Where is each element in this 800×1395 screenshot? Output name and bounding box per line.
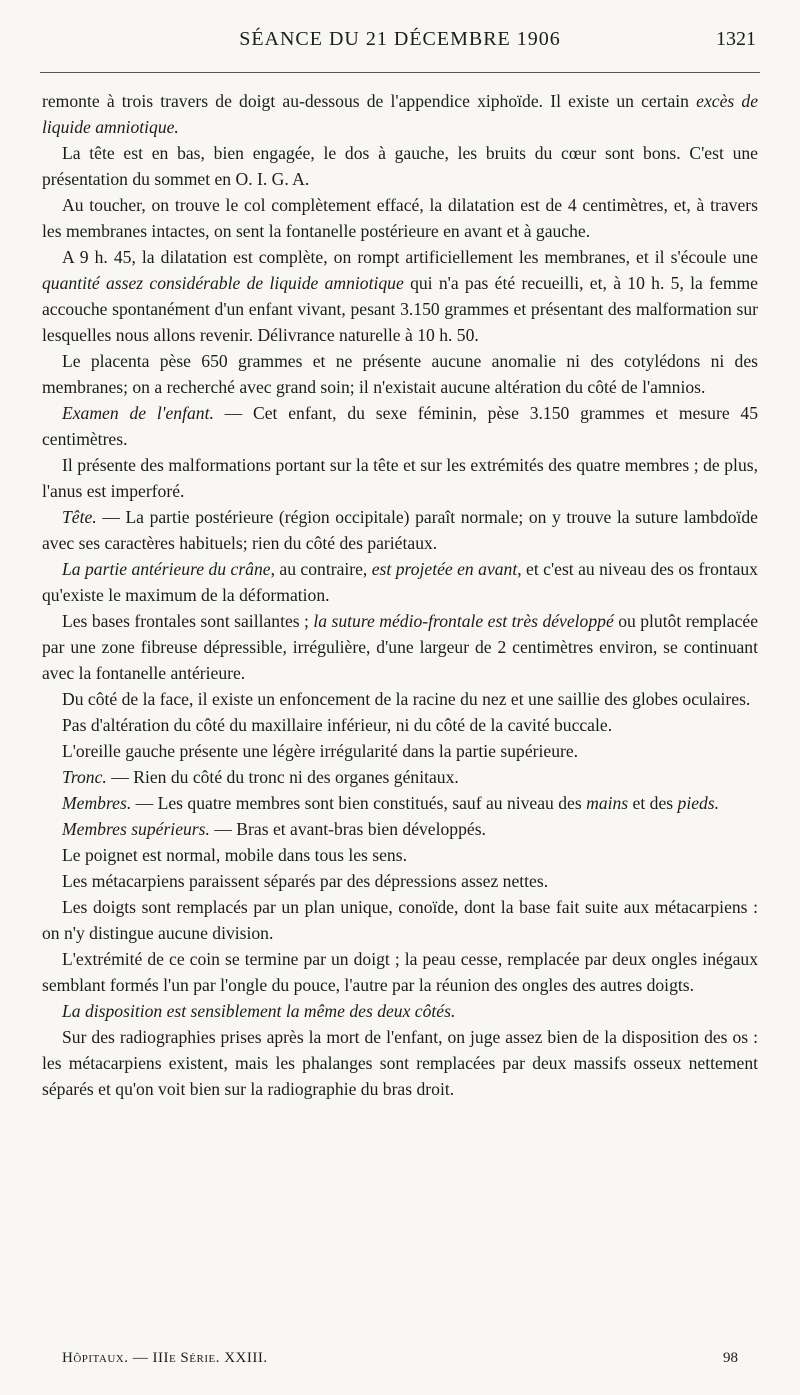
italic-text-run: pieds. [677, 793, 720, 813]
italic-text-run: Tête. [62, 507, 97, 527]
text-run: — Rien du côté du tronc ni des organes génitaux. [106, 767, 459, 787]
paragraph [42, 1024, 758, 1102]
text-run: ou plutôt remplacée par une zone fibreuse dépressible, irrégulière, d'une largeur de 2 centimètres environ, se continuant avec la fontanelle antérieure. [42, 611, 759, 683]
italic-text-run: est projetée en avant [371, 559, 518, 579]
page-footer [62, 1350, 738, 1374]
text-run: Du côté de la face, il existe un enfoncement de la racine du nez et une saillie des globes oculaires. [62, 689, 751, 709]
paragraph [42, 348, 758, 400]
text-run: Il présente des malformations portant sur la tête et sur les extrémités des quatre membres ; de plus, l'anus est imperforé. [42, 455, 758, 501]
paragraph [42, 192, 758, 244]
italic-text-run: Membres supérieurs. [62, 819, 210, 839]
page-header [40, 28, 760, 58]
text-run: La tête est en bas, bien engagée, le dos à gauche, les bruits du cœur sont bons. C'est une présentation du sommet en O. I. G. A. [42, 143, 758, 189]
text-run: qui n'a pas été recueilli, et, à 10 h. 5, la femme accouche spontanément d'un enfant vivant, pesant 3.150 grammes et présentant des malformation sur lesquelles nous allons revenir. Délivrance naturelle à 10 h. 50. [42, 273, 758, 345]
italic-text-run: la suture médio-frontale est très développé [313, 611, 614, 631]
paragraph [42, 738, 758, 764]
italic-text-run: La partie antérieure du crâne [62, 559, 271, 579]
paragraph [42, 946, 758, 998]
page-number: 1321 [716, 28, 756, 50]
text-run: , et c'est au niveau des os frontaux qu'existe le maximum de la déformation. [42, 559, 758, 605]
text-run: A 9 h. 45, la dilatation est complète, on rompt artificiellement les membranes, et il s'écoule une [62, 247, 758, 267]
paragraph [42, 998, 758, 1024]
text-run: — La partie postérieure (région occipitale) paraît normale; on y trouve la suture lambdoïde avec ses caractères habituels; rien du côté des pariétaux. [42, 507, 758, 553]
italic-text-run: quantité assez considérable de liquide amniotique [42, 273, 404, 293]
text-run: remonte à trois travers de doigt au-dessous de l'appendice xiphoïde. Il existe un certain [42, 91, 697, 111]
paragraph [42, 608, 758, 686]
text-run: — Les quatre membres sont bien constitués, sauf au niveau des [131, 793, 587, 813]
paragraph [42, 400, 758, 452]
italic-text-run: Tronc. [62, 767, 107, 787]
italic-text-run: La disposition est sensiblement la même des deux côtés. [62, 1001, 456, 1021]
italic-text-run: mains [586, 793, 629, 813]
text-run: L'extrémité de ce coin se termine par un doigt ; la peau cesse, remplacée par deux ongles inégaux semblant formés l'un par l'ongle du pouce, l'autre par la réunion des ongles des autres doigts. [42, 949, 758, 995]
text-run: Le poignet est normal, mobile dans tous les sens. [62, 845, 407, 865]
paragraph [42, 556, 758, 608]
body-text [42, 88, 758, 1102]
text-run: — Cet enfant, du sexe féminin, pèse 3.150 grammes et mesure 45 centimètres. [42, 403, 759, 449]
paragraph [42, 790, 758, 816]
paragraph [42, 452, 758, 504]
paragraph [42, 686, 758, 712]
paragraph [42, 244, 758, 348]
paragraph [42, 140, 758, 192]
text-run: Au toucher, on trouve le col complètement effacé, la dilatation est de 4 centimètres, et, à travers les membranes intactes, on sent la fontanelle postérieure en avant et à gauche. [42, 195, 758, 241]
text-run: Le placenta pèse 650 grammes et ne présente aucune anomalie ni des cotylédons ni des membranes; on a recherché avec grand soin; il n'existait aucune altération du côté de l'amnios. [42, 351, 758, 397]
paragraph [42, 764, 758, 790]
paragraph [42, 712, 758, 738]
footer-journal: Hôpitaux. — IIIe Série. XXIII. [62, 1350, 268, 1366]
text-run: Les métacarpiens paraissent séparés par des dépressions assez nettes. [62, 871, 549, 891]
text-run: — Bras et avant-bras bien développés. [209, 819, 486, 839]
footer-signature-number: 98 [723, 1350, 738, 1366]
text-run: L'oreille gauche présente une légère irrégularité dans la partie supérieure. [62, 741, 579, 761]
text-run: , au contraire, [270, 559, 372, 579]
running-title: SÉANCE DU 21 DÉCEMBRE 1906 [239, 28, 561, 50]
paragraph [42, 816, 758, 842]
italic-text-run: excès de liquide amniotique. [42, 91, 758, 137]
text-run: et des [628, 793, 678, 813]
paragraph [42, 504, 758, 556]
italic-text-run: Examen de l'enfant. [62, 403, 214, 423]
italic-text-run: Membres. [62, 793, 132, 813]
paragraph [42, 842, 758, 868]
paragraph [42, 88, 758, 140]
paragraph [42, 894, 758, 946]
text-run: Pas d'altération du côté du maxillaire inférieur, ni du côté de la cavité buccale. [62, 715, 613, 735]
text-run: Les bases frontales sont saillantes ; [62, 611, 314, 631]
header-rule [40, 72, 760, 73]
text-run: Sur des radiographies prises après la mort de l'enfant, on juge assez bien de la disposition des os : les métacarpiens existent, mais les phalanges sont remplacées par deux massifs osseux nettement séparés et qu'on voit bien sur la radiographie du bras droit. [42, 1027, 758, 1099]
text-run: Les doigts sont remplacés par un plan unique, conoïde, dont la base fait suite aux métacarpiens : on n'y distingue aucune division. [42, 897, 758, 943]
paragraph [42, 868, 758, 894]
